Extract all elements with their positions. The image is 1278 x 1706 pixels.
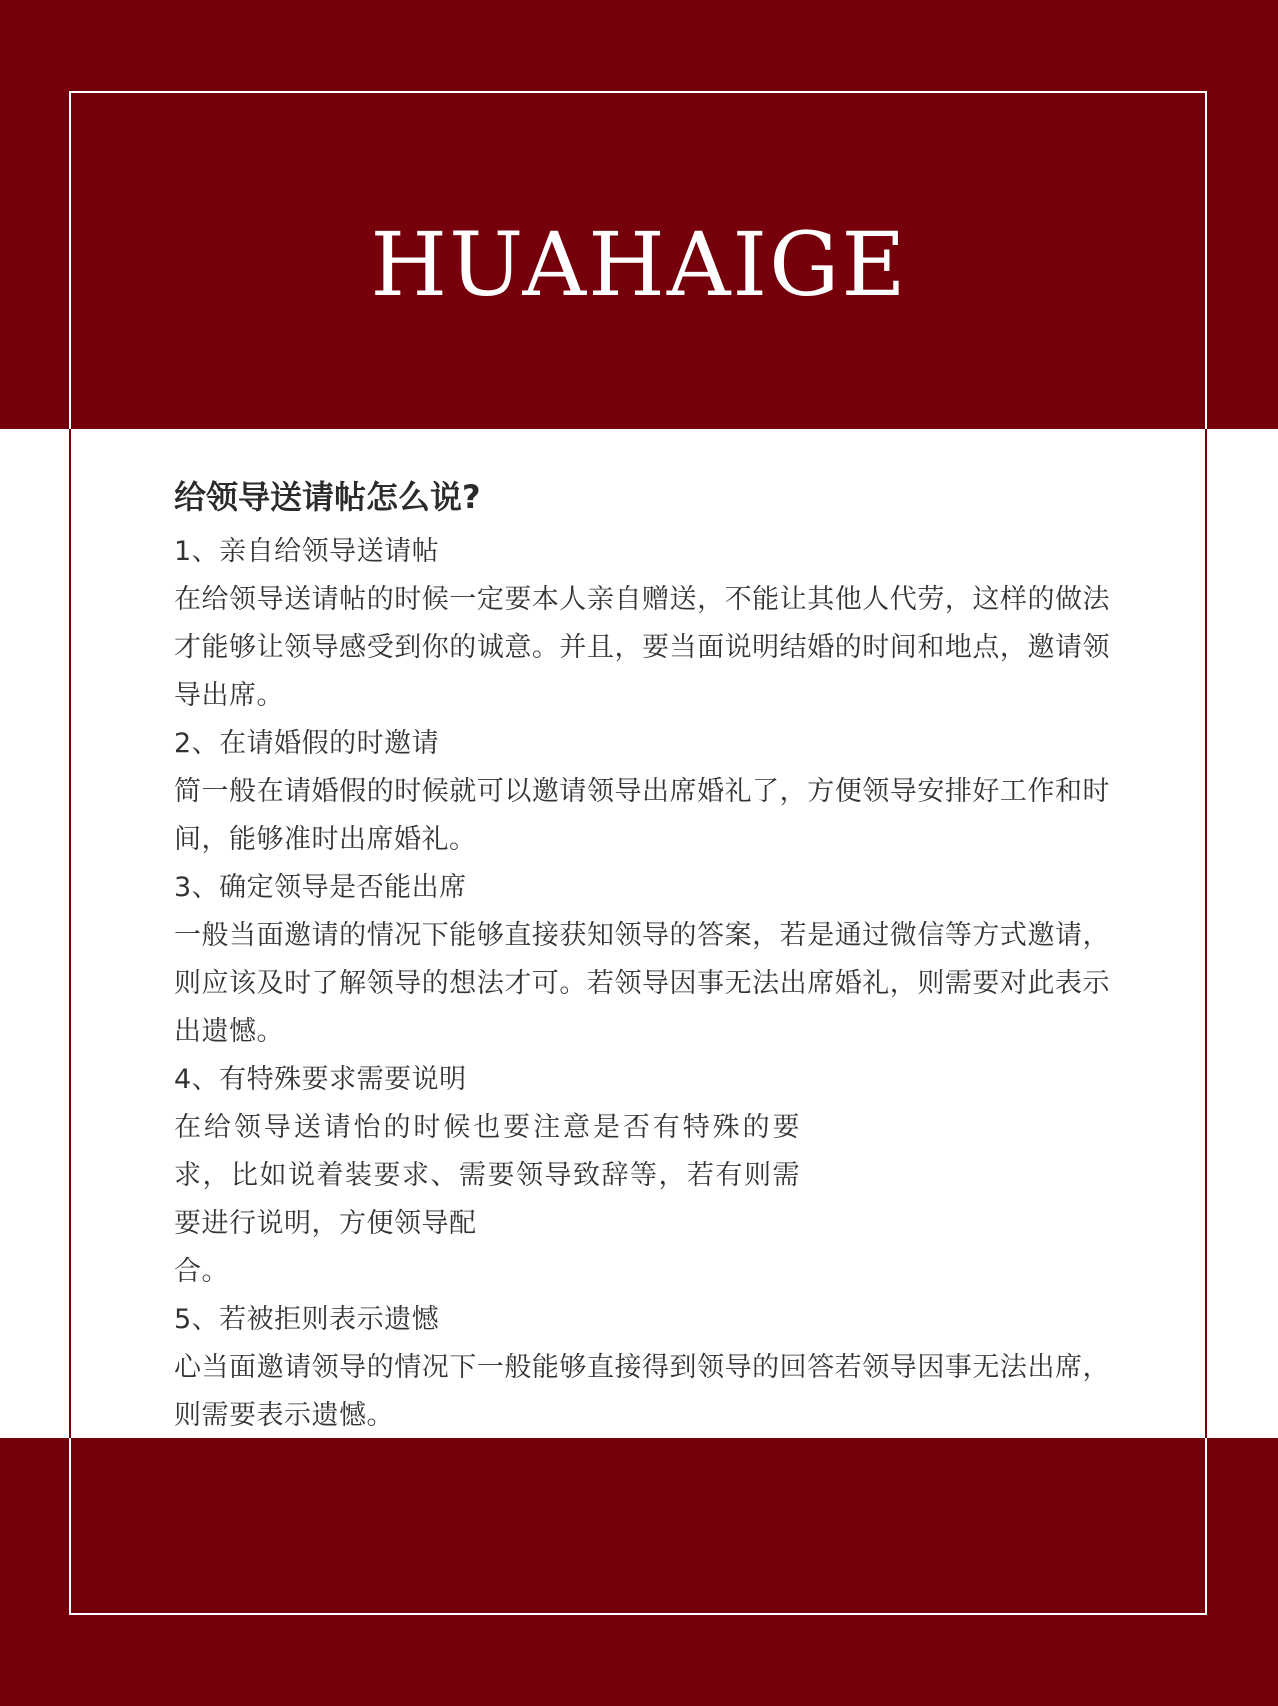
section-heading: 4、有特殊要求需要说明: [174, 1064, 467, 1095]
article-title: 给领导送请帖怎么说?: [174, 478, 481, 516]
section-body: 简一般在请婚假的时候就可以邀请领导出席婚礼了，方便领导安排好工作和时间，能够准时出席婚礼。: [174, 776, 1110, 855]
section-body: 在给领导送请怡的时候也要注意是否有特殊的要求，比如说着装要求、需要领导致辞等，若有则需要进行说明，方便领导配: [174, 1112, 800, 1239]
section-heading: 2、在请婚假的时邀请: [174, 728, 440, 759]
section-heading: 3、确定领导是否能出席: [174, 872, 467, 903]
section-heading: 5、若被拒则表示遗憾: [174, 1304, 440, 1335]
frame-right-edge-segment: [1205, 429, 1207, 1438]
section-body: 心当面邀请领导的情况下一般能够直接得到领导的回答若领导因事无法出席，则需要表示遗憾。: [174, 1352, 1110, 1431]
section-body: 在给领导送请帖的时候一定要本人亲自赠送，不能让其他人代劳，这样的做法才能够让领导感受到你的诚意。并且，要当面说明结婚的时间和地点，邀请领导出席。: [174, 584, 1110, 711]
frame-left-edge-segment: [69, 429, 71, 1438]
section-body: 一般当面邀请的情况下能够直接获知领导的答案，若是通过微信等方式邀请，则应该及时了解领导的想法才可。若领导因事无法出席婚礼，则需要对此表示出遗憾。: [174, 920, 1110, 1047]
section-heading: 1、亲自给领导送请帖: [174, 536, 440, 567]
section-body-continuation: 合。: [174, 1256, 229, 1287]
brand-logo-text: HUAHAIGE: [370, 213, 908, 316]
article-content: [174, 472, 1110, 1440]
bottom-red-band: [0, 1438, 1278, 1706]
